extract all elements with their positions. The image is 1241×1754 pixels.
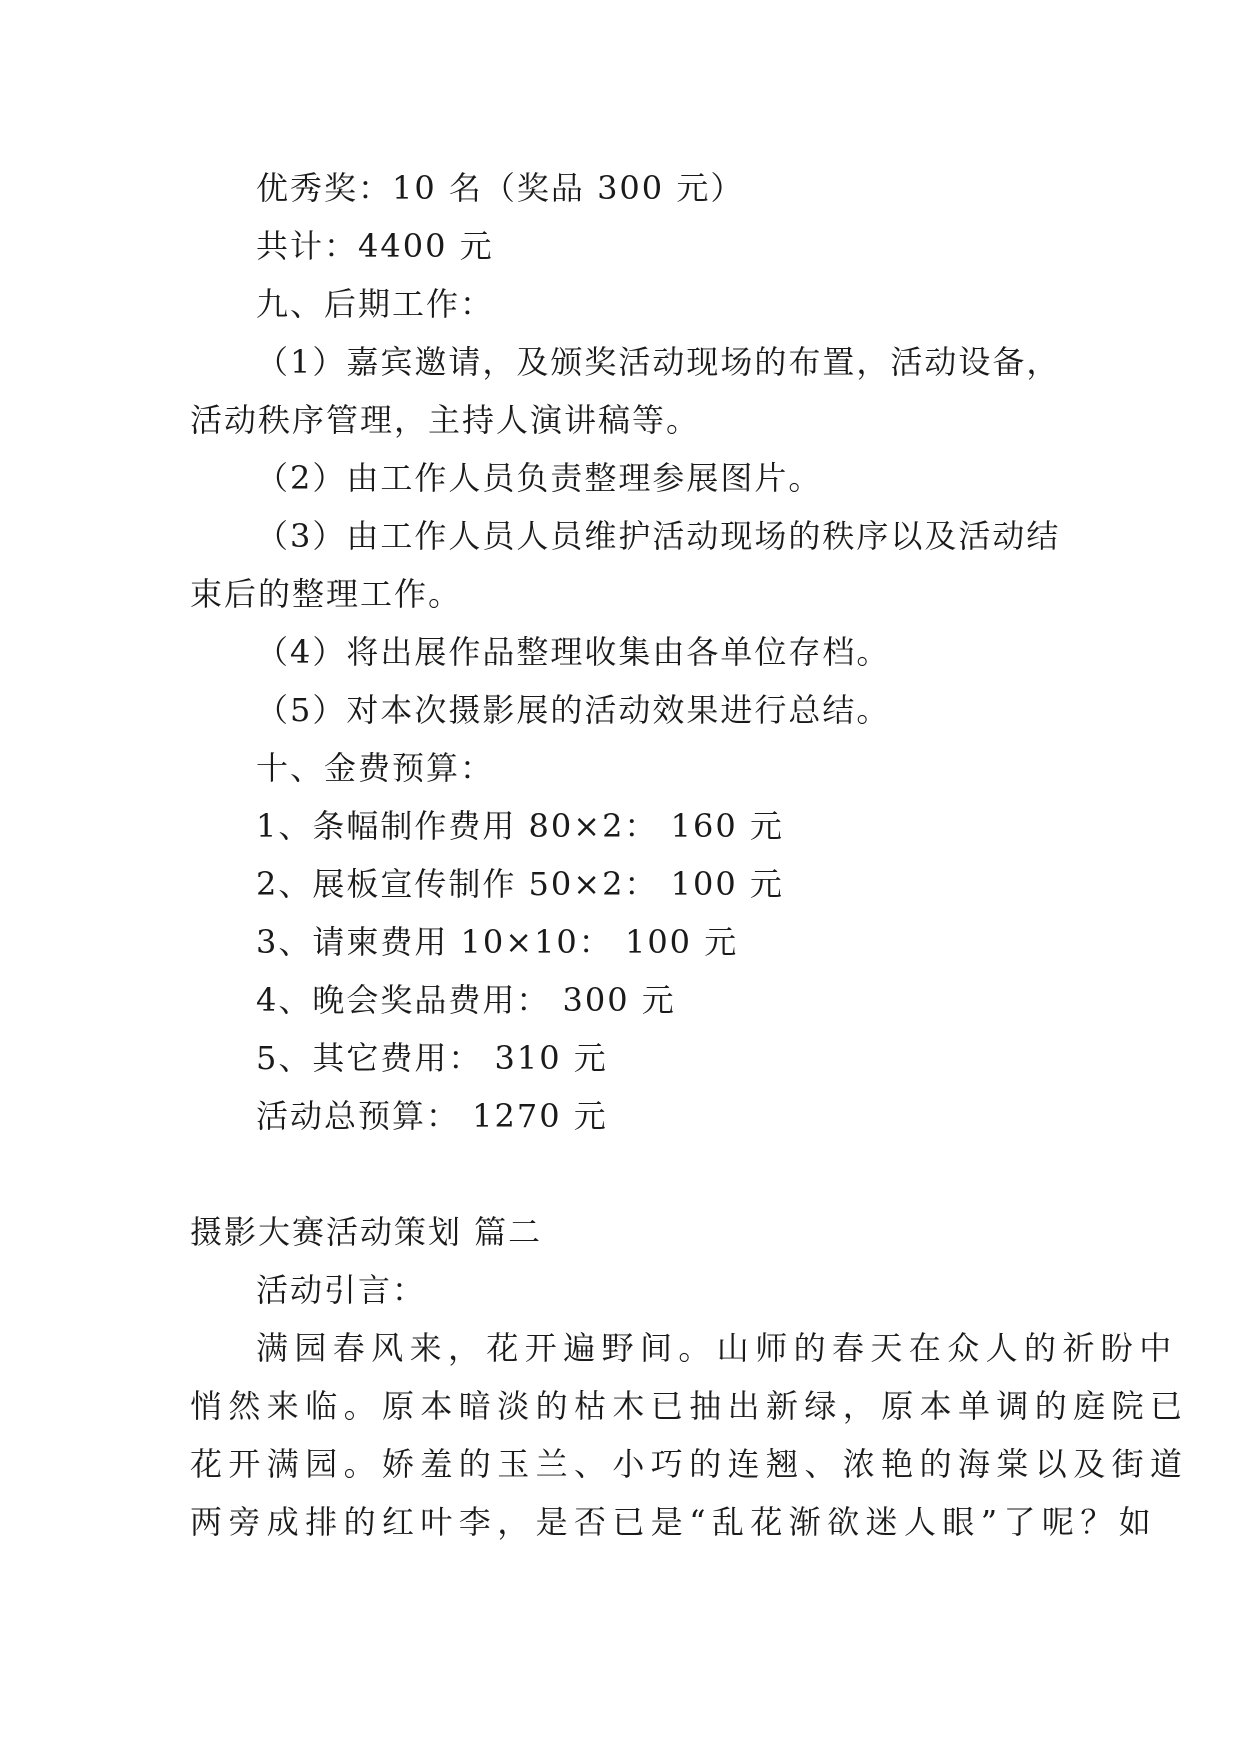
award-excellent-line: 优秀奖：10 名（奖品 300 元） — [256, 169, 745, 207]
section-9-heading: 九、后期工作： — [256, 285, 495, 323]
item-3-line1: （3）由工作人员人员维护活动现场的秩序以及活动结 — [256, 517, 1061, 555]
item-2-line: （2）由工作人员负责整理参展图片。 — [256, 459, 823, 497]
item-1-line2: 活动秩序管理，主持人演讲稿等。 — [190, 401, 701, 439]
part2-title: 摄影大赛活动策划 篇二 — [190, 1213, 543, 1251]
intro-paragraph-line4: 两旁成排的红叶李，是否已是“乱花渐欲迷人眼”了呢？如 — [190, 1503, 1158, 1541]
item-5-line: （5）对本次摄影展的活动效果进行总结。 — [256, 691, 891, 729]
budget-item-1: 1、条幅制作费用 80×2： 160 元 — [256, 807, 784, 845]
budget-item-2: 2、展板宣传制作 50×2： 100 元 — [256, 865, 784, 903]
intro-paragraph-line3: 花开满园。娇羞的玉兰、小巧的连翘、浓艳的海棠以及街道 — [190, 1445, 1189, 1483]
intro-paragraph-line1: 满园春风来，花开遍野间。山师的春天在众人的祈盼中 — [256, 1329, 1178, 1367]
item-3-line2: 束后的整理工作。 — [190, 575, 463, 613]
item-4-line: （4）将出展作品整理收集由各单位存档。 — [256, 633, 891, 671]
intro-paragraph-line2: 悄然来临。原本暗淡的枯木已抽出新绿，原本单调的庭院已 — [190, 1387, 1189, 1425]
budget-total: 活动总预算： 1270 元 — [256, 1097, 608, 1135]
total-prizes-line: 共计：4400 元 — [256, 227, 494, 265]
item-1-line1: （1）嘉宾邀请，及颁奖活动现场的布置，活动设备， — [256, 343, 1061, 381]
budget-item-4: 4、晚会奖品费用： 300 元 — [256, 981, 676, 1019]
section-10-heading: 十、金费预算： — [256, 749, 495, 787]
budget-item-5: 5、其它费用： 310 元 — [256, 1039, 608, 1077]
budget-item-3: 3、请柬费用 10×10： 100 元 — [256, 923, 739, 961]
intro-heading: 活动引言： — [256, 1271, 427, 1309]
